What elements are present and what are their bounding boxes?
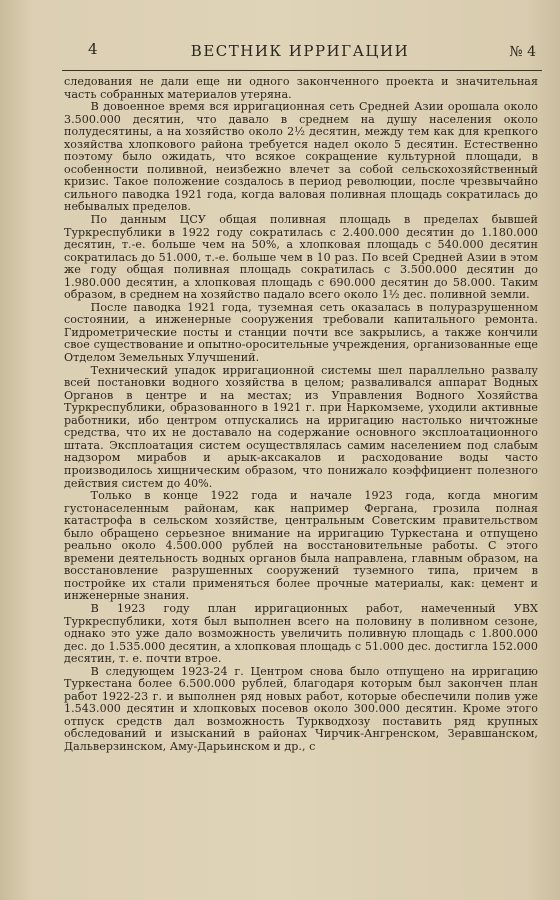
article-body (64, 76, 538, 754)
paragraph-8: В следующем 1923-24 г. Центром снова было отпущено на ирригацию Туркестана более 6.500.000 рублей, благодаря которым был закончен план работ 1922-23 г. и выполнен ряд новых работ, которые обеспечили полив уже 1.543.000 десятин и хлопковых посевов около 300.000 десятин. Кроме этого отпуск средств дал возможность Туркводхозу поставить ряд крупных обследований и изысканий в районах Чирчик-Ангренском, Зеравшанском, Дальверзинском, Аму-Дарьинском и др., с (64, 664, 538, 753)
paragraph-5: Технический упадок ирригационной системы шел параллельно развалу всей постановки водного хозяйства в целом; разваливался аппарат Водных Органов в центре и на местах; из Управления Водного Хозяйства Туркреспублики, образованного в 1921 г. при Наркомземе, уходили активные работники, ибо центром отпускались на ирригацию настолько ничтожные средства, что их не доставало на содержание основного эксплоатационного штата. Эксплоатация систем осуществлялась самим населением под слабым надзором мирабов и арык-аксакалов и расходование воды часто производилось хищническим образом, что понижало коэффициент полезного действия систем до 40%. (64, 363, 538, 490)
paragraph-2: В довоенное время вся ирригационная сеть Средней Азии орошала около 3.500.000 десятин, что давало в среднем на душу населения около полудесятины, а на хозяйство около 2½ десятин, между тем как для крепкого хозяйства хлопкового района требуется надел около 5 десятин. Естественно поэтому было ожидать, что всякое сокращение культурной площади, в особенности поливной, неизбежно влечет за собой сельскохозяйственный кризис. Такое положение создалось в период революции, после чрезвычайно сильного паводка 1921 года, когда валовая поливная площадь сократилась до небывалых пределов. (64, 100, 538, 214)
paragraph-6: Только в конце 1922 года и начале 1923 года, когда многим густонаселенным районам, как например Фергана, грозила полная катастрофа в сельском хозяйстве, центральным Советским правительством было обращено серьезное внимание на ирригацию Туркестана и отпущено реально около 4.500.000 рублей на восстановительные работы. С этого времени деятельность водных органов была направлена, главным образом, на восстановление разрушенных сооружений туземного типа, причем в постройке их стали применяться более прочные материалы, как: цемент и инженерные знания. (64, 489, 538, 603)
paragraph-7: В 1923 году план ирригационных работ, намеченный УВХ Туркреспублики, хотя был выполнен всего на половину в поливном сезоне, однако это уже дало возможность увеличить поливную площадь с 1.800.000 дес. до 1.535.000 десятин, а хлопковая площадь с 51.000 дес. достигла 152.000 десятин, т. е. почти втрое. (64, 601, 538, 666)
header-rule (62, 70, 542, 71)
page-number: 4 (88, 40, 98, 58)
paragraph-4: После паводка 1921 года, туземная сеть оказалась в полуразрушенном состоянии, а инженерные сооружения требовали капитального ремонта. Гидрометрические посты и станции почти все закрылись, а также кончили свое существование и опытно-оросительные учреждения, организованные еще Отделом Земельных Улучшений. (64, 300, 538, 365)
issue-number: № 4 (509, 44, 536, 60)
paragraph-1: следования не дали еще ни одного законченного проекта и значительная часть собранных материалов утеряна. (64, 75, 538, 101)
page-header (62, 40, 538, 66)
journal-title: ВЕСТНИК ИРРИГАЦИИ (190, 42, 410, 60)
paragraph-3: По данным ЦСУ общая поливная площадь в пределах бывшей Туркреспублики в 1922 году сократилась с 2.400.000 десятин до 1.180.000 десятин, т.-е. больше чем на 50%, а хлопковая площадь с 540.000 десятин сократилась до 51.000, т.-е. больше чем в 10 раз. По всей Средней Азии в этом же году общая поливная площадь сократилась с 3.500.000 десятин до 1.980.000 десятин, а хлопковая площадь с 690.000 десятин до 58.000. Таким образом, в среднем на хозяйство падало всего около 1½ дес. поливной земли. (64, 213, 538, 302)
